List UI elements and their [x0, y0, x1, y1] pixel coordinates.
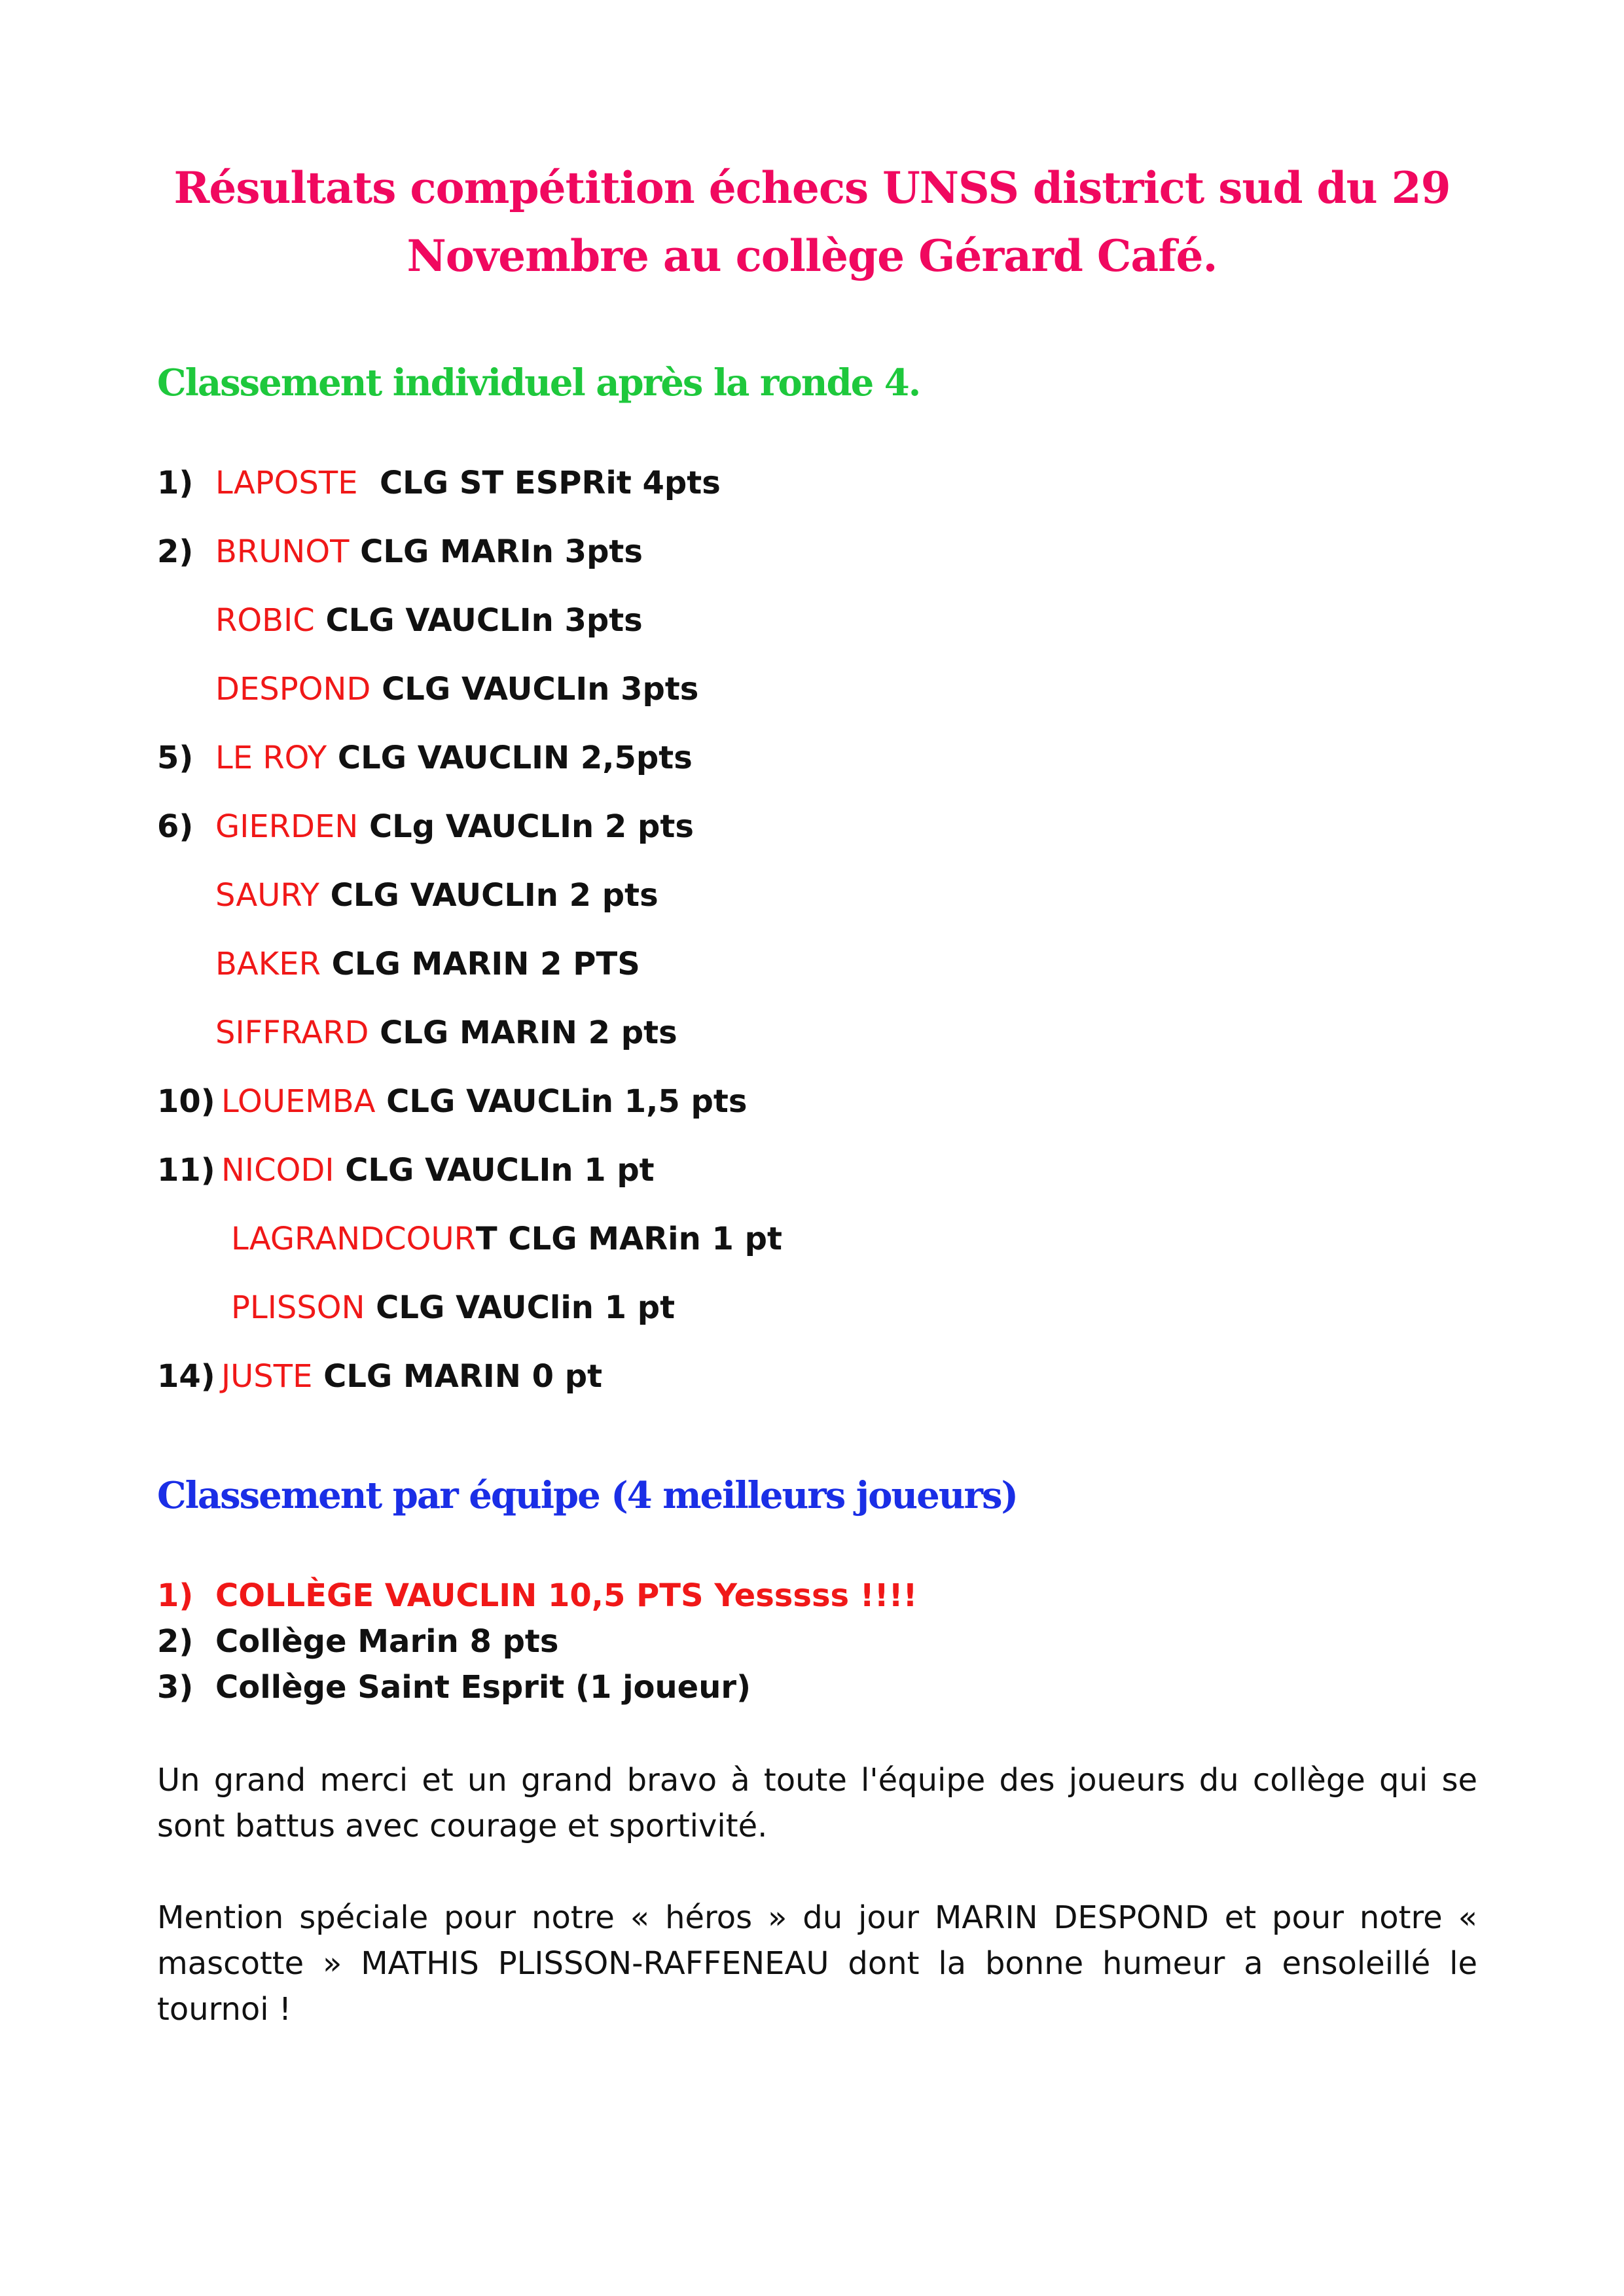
- player-school-points: CLG MARIn 3pts: [349, 533, 643, 570]
- document-title-line-1: Résultats compétition échecs UNSS district sud du 29: [173, 162, 1451, 213]
- player-name: BAKER: [215, 946, 321, 982]
- team-row: [157, 1623, 558, 1660]
- document-title-line-2: Novembre au collège Gérard Café.: [406, 230, 1218, 281]
- player-school-points: CLG VAUCLIn 1 pt: [334, 1152, 655, 1189]
- special-mention-paragraph: Mention spéciale pour notre « héros » du jour MARIN DESPOND et pour notre « mascotte » MATHIS PLISSON-RAFFENEAU dont la bonne humeur a ensoleillé le tournoi !: [157, 1899, 1477, 2028]
- player-name: LOUEMBA: [221, 1083, 376, 1120]
- team-text: Collège Marin 8 pts: [215, 1623, 559, 1660]
- thanks-paragraph: Un grand merci et un grand bravo à toute l'équipe des joueurs du collège qui se sont battus avec courage et sportivité.: [157, 1762, 1477, 1844]
- player-school-points: CLG ST ESPRit 4pts: [357, 465, 721, 501]
- ranking-number: 6): [157, 808, 194, 845]
- ranking-number: 14): [157, 1358, 215, 1395]
- team-ranking-heading: Classement par équipe (4 meilleurs joueurs): [157, 1474, 1017, 1517]
- team-text: Collège Saint Esprit (1 joueur): [215, 1669, 751, 1706]
- player-school-points: CLg VAUCLIn 2 pts: [358, 808, 694, 845]
- player-name: SAURY: [215, 877, 319, 914]
- player-school-points: T CLG MARin 1 pt: [475, 1221, 782, 1257]
- player-school-points: CLG VAUCLIn 2 pts: [319, 877, 659, 914]
- player-school-points: CLG MARIN 0 pt: [312, 1358, 603, 1395]
- player-school-points: CLG MARIN 2 PTS: [320, 946, 640, 982]
- player-name: JUSTE: [221, 1358, 313, 1395]
- player-name: LAGRANDCOUR: [231, 1221, 476, 1257]
- team-row: [157, 1577, 917, 1614]
- player-name: LAPOSTE: [215, 465, 358, 501]
- individual-ranking-heading: Classement individuel après la ronde 4.: [157, 361, 920, 404]
- ranking-number: 11): [157, 1152, 215, 1189]
- player-name: DESPOND: [215, 671, 371, 708]
- ranking-number: 5): [157, 740, 194, 776]
- ranking-number: 2): [157, 533, 194, 570]
- player-school-points: CLG VAUClin 1 pt: [365, 1289, 676, 1326]
- player-name: ROBIC: [215, 602, 315, 639]
- ranking-number: 1): [157, 465, 194, 501]
- team-rank: 2): [157, 1623, 194, 1660]
- player-name: LE ROY: [215, 740, 327, 776]
- player-name: PLISSON: [231, 1289, 365, 1326]
- player-school-points: CLG VAUCLIn 3pts: [314, 602, 643, 639]
- player-name: GIERDEN: [215, 808, 359, 845]
- player-school-points: CLG VAUCLIn 3pts: [370, 671, 699, 708]
- team-text: COLLÈGE VAUCLIN 10,5 PTS Yesssss !!!!: [215, 1577, 918, 1614]
- team-rank: 1): [157, 1577, 194, 1614]
- player-name: SIFFRARD: [215, 1014, 369, 1051]
- player-school-points: CLG VAUCLIN 2,5pts: [327, 740, 693, 776]
- player-school-points: CLG VAUCLin 1,5 pts: [375, 1083, 748, 1120]
- ranking-number: 10): [157, 1083, 215, 1120]
- team-row: [157, 1669, 751, 1706]
- player-name: NICODI: [221, 1152, 334, 1189]
- team-rank: 3): [157, 1669, 194, 1706]
- player-name: BRUNOT: [215, 533, 350, 570]
- player-school-points: CLG MARIN 2 pts: [369, 1014, 677, 1051]
